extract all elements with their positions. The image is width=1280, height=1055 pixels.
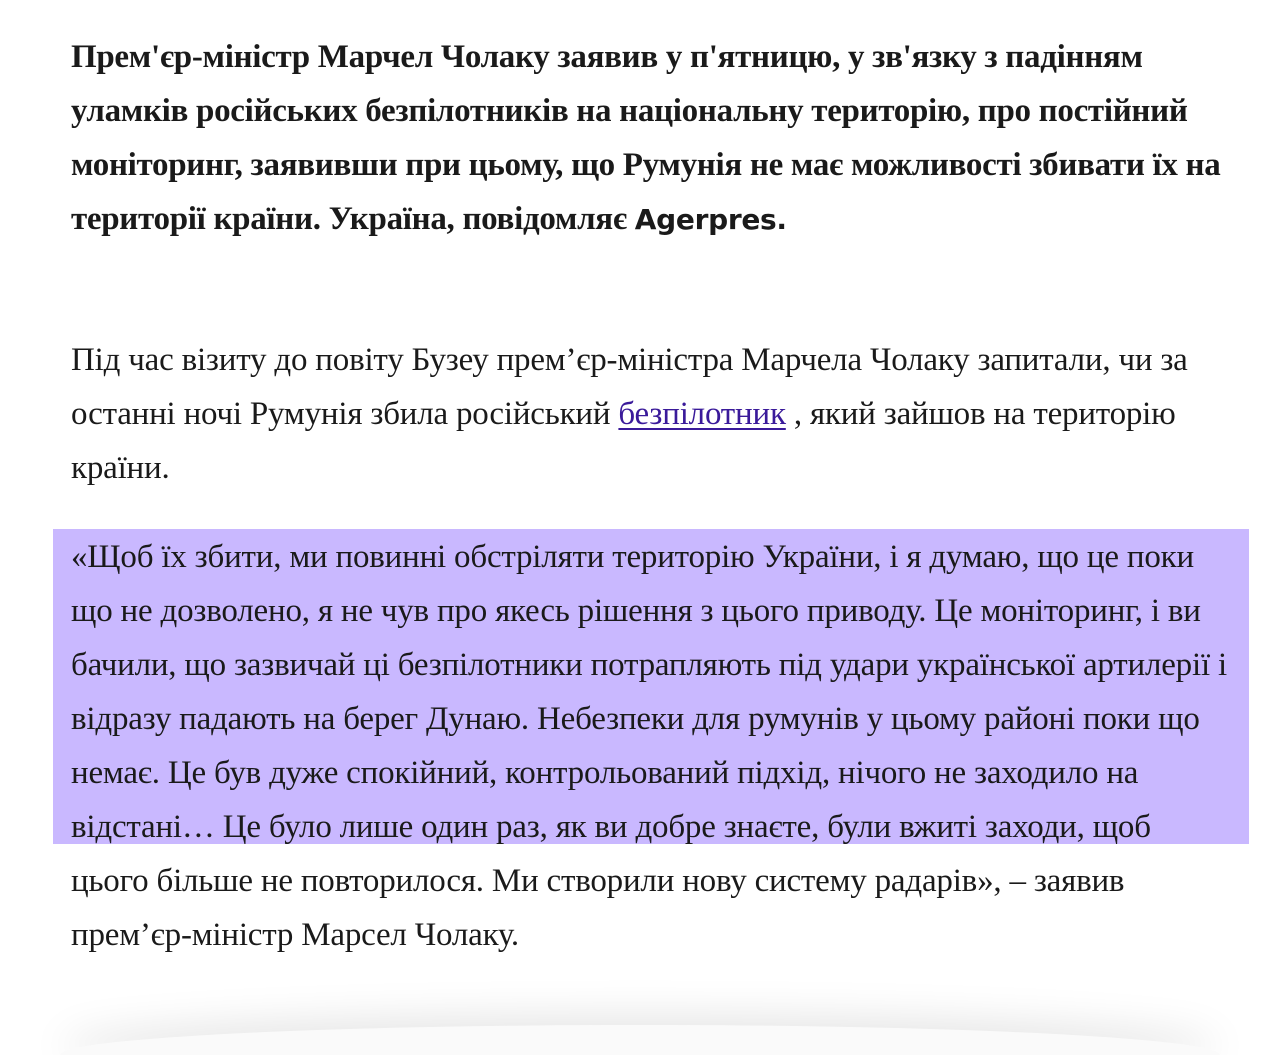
context-text-before: Під час візиту до повіту Бузеу прем’єр-міністра Марчела Чолаку запитали, чи за останні ночі Румунія збила російський: [71, 342, 1188, 432]
context-text-after: , який зайшов на територію країни.: [71, 396, 1176, 486]
context-paragraph: [71, 333, 1231, 495]
source-name: Agerpres.: [634, 203, 787, 236]
quote-paragraph: «Щоб їх збити, ми повинні обстріляти територію України, і я думаю, що це поки що не дозволено, я не чув про якесь рішення з цього приводу. Це моніторинг, і ви бачили, що зазвичай ці безпілотники потрапляють під удари української артилерії і відразу падають на берег Дунаю. Небезпеки для румунів у цьому районі поки що немає. Це був дуже спокійний, контрольований підхід, нічого не заходило на відстані… Це було лише один раз, як ви добре знаєте, були вжиті заходи, щоб цього більше не повторилося. Ми створили нову систему радарів», – заявив прем’єр-міністр Марсел Чолаку.: [71, 539, 1227, 953]
bottom-shadow: [60, 1025, 1220, 1055]
drone-link[interactable]: безпілотник: [618, 396, 786, 432]
lead-paragraph: [71, 30, 1231, 247]
lead-text: Прем'єр-міністр Марчел Чолаку заявив у п'ятницю, у зв'язку з падінням уламків російських безпілотників на національну територію, про постійний моніторинг, заявивши при цьому, що Румунія не має можливості збивати їх на території країни. Україна, повідомляє: [71, 39, 1221, 237]
